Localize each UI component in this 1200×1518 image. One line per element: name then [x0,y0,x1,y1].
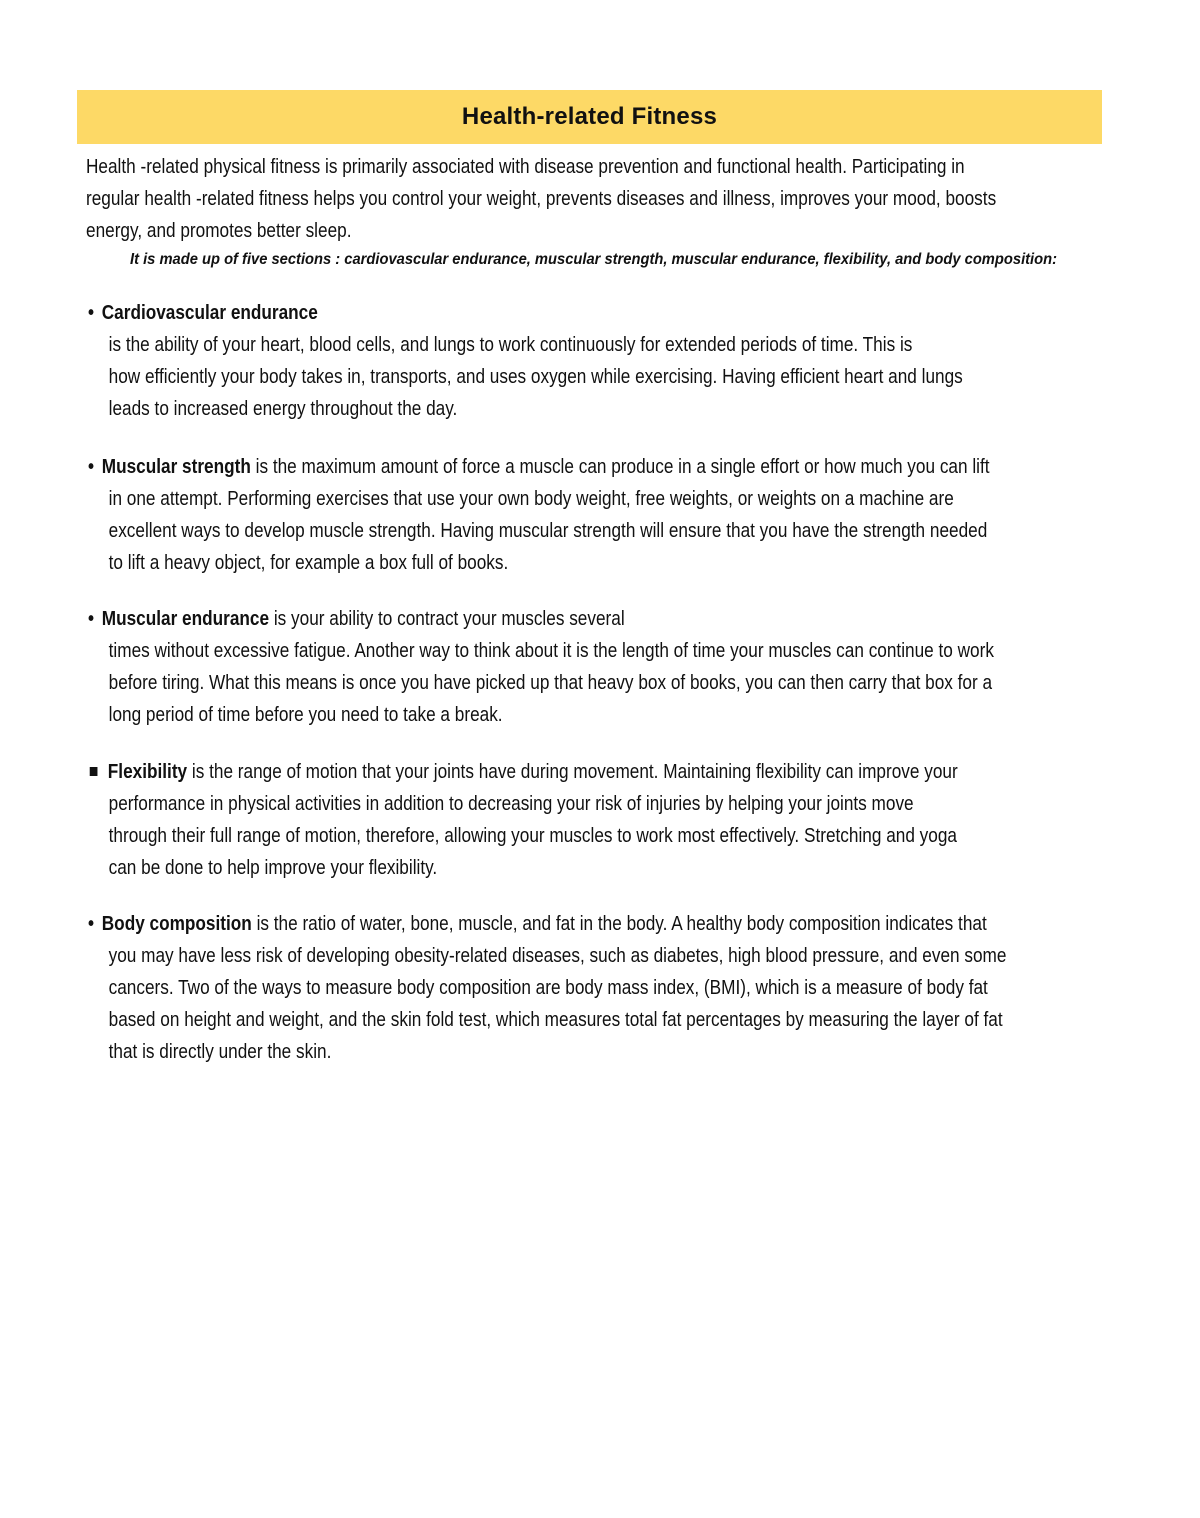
item-line: performance in physical activities in addition to decreasing your risk of injuries by helping your joints move [108,793,914,815]
intro-line: Health -related physical fitness is primarily associated with disease prevention and functional health. Participating in [86,156,965,178]
item-first-text: is the maximum amount of force a muscle can produce in a single effort or how much you can lift [250,456,990,478]
item-first-text: is the range of motion that your joints have during movement. Maintaining flexibility can improve your [187,761,958,783]
item-line: you may have less risk of developing obesity-related diseases, such as diabetes, high blood pressure, and even some [108,945,1007,967]
list-item-muscular-strength [88,451,1120,579]
bullet-icon: • [88,456,95,478]
square-bullet-icon [90,767,98,776]
item-first-line [88,756,1120,788]
item-term: Body composition [101,913,252,935]
item-line: times without excessive fatigue. Another way to think about it is the length of time your muscles can continue to work [108,640,994,662]
item-first-line [88,603,1120,635]
bullet-icon: • [88,302,95,324]
sections-note: It is made up of five sections : cardiovascular endurance, muscular strength, muscular endurance, flexibility, and body composition: [130,251,1058,268]
item-line: is the ability of your heart, blood cells, and lungs to work continuously for extended periods of time. This is [108,334,913,356]
item-term: Flexibility [107,761,188,783]
item-term: Cardiovascular endurance [101,302,318,324]
item-line: excellent ways to develop muscle strength. Having muscular strength will ensure that you have the strength needed [108,520,988,542]
intro-line: energy, and promotes better sleep. [86,220,352,242]
item-first-line [88,908,1120,940]
item-line: through their full range of motion, therefore, allowing your muscles to work most effectively. Stretching and yoga [108,825,957,847]
bullet-icon: • [88,913,95,935]
list-item-flexibility [88,756,1120,884]
item-line: to lift a heavy object, for example a box full of books. [108,552,509,574]
item-line: leads to increased energy throughout the day. [108,398,458,420]
item-line: how efficiently your body takes in, transports, and uses oxygen while exercising. Having efficient heart and lungs [108,366,963,388]
intro-paragraph [86,151,1118,247]
title-bar [77,90,1102,144]
list-item-muscular-endurance [88,603,1120,731]
item-line: long period of time before you need to take a break. [108,704,503,726]
item-line: based on height and weight, and the skin fold test, which measures total fat percentages by measuring the layer of fat [108,1009,1003,1031]
page-title: Health-related Fitness [461,103,718,130]
list-item-body-composition [88,908,1120,1068]
item-line: can be done to help improve your flexibility. [108,857,438,879]
item-first-line [88,451,1120,483]
item-line: before tiring. What this means is once you have picked up that heavy box of books, you can then carry that box for a [108,672,993,694]
item-first-text: is your ability to contract your muscles several [269,608,625,630]
item-line: in one attempt. Performing exercises that use your own body weight, free weights, or weights on a machine are [108,488,954,510]
list-item-cardiovascular-endurance [88,297,1120,425]
item-first-line [88,297,1120,329]
item-line: that is directly under the skin. [108,1041,332,1063]
item-line: cancers. Two of the ways to measure body composition are body mass index, (BMI), which is a measure of body fat [108,977,988,999]
bullet-icon: • [88,608,95,630]
item-term: Muscular endurance [101,608,270,630]
item-first-text: is the ratio of water, bone, muscle, and fat in the body. A healthy body composition indicates that [251,913,987,935]
intro-line: regular health -related fitness helps you control your weight, prevents diseases and illness, improves your mood, boosts [86,188,997,210]
item-term: Muscular strength [101,456,251,478]
